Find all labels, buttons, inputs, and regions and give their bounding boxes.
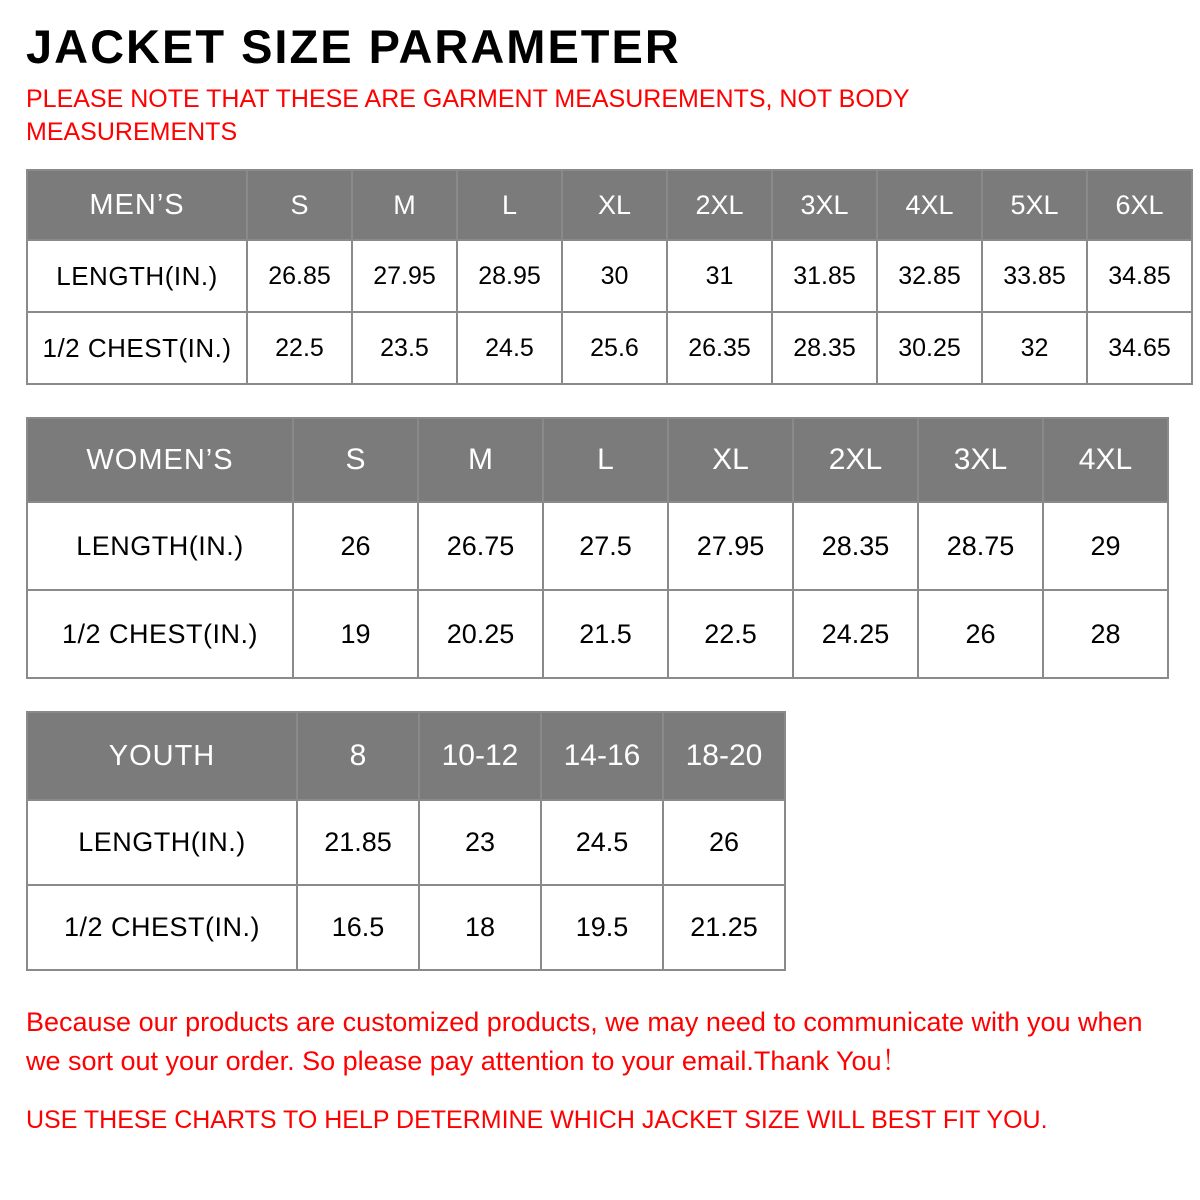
mens-cell: 32.85 xyxy=(877,240,982,312)
mens-cell: 31.85 xyxy=(772,240,877,312)
youth-size-table xyxy=(26,711,786,971)
youth-cell: 21.85 xyxy=(297,800,419,885)
mens-cell: 28.35 xyxy=(772,312,877,384)
mens-cell: 26.85 xyxy=(247,240,352,312)
womens-cell: 27.5 xyxy=(543,502,668,590)
table-row xyxy=(27,885,785,970)
mens-size-header: 5XL xyxy=(982,170,1087,240)
mens-cell: 30 xyxy=(562,240,667,312)
mens-cell: 25.6 xyxy=(562,312,667,384)
womens-cell: 19 xyxy=(293,590,418,678)
table-row xyxy=(27,800,785,885)
youth-size-header: 10-12 xyxy=(419,712,541,800)
womens-size-header: M xyxy=(418,418,543,502)
womens-size-header: L xyxy=(543,418,668,502)
womens-size-header: 2XL xyxy=(793,418,918,502)
footer xyxy=(26,1003,1174,1137)
mens-size-header: 4XL xyxy=(877,170,982,240)
youth-cell: 26 xyxy=(663,800,785,885)
measurement-note: PLEASE NOTE THAT THESE ARE GARMENT MEASUREMENTS, NOT BODY MEASUREMENTS xyxy=(26,85,910,147)
mens-cell: 34.65 xyxy=(1087,312,1192,384)
womens-cell: 26 xyxy=(918,590,1043,678)
table-header-row xyxy=(27,170,1192,240)
youth-cell: 23 xyxy=(419,800,541,885)
mens-cell: 30.25 xyxy=(877,312,982,384)
mens-cell: 32 xyxy=(982,312,1087,384)
mens-cell: 33.85 xyxy=(982,240,1087,312)
mens-cell: 23.5 xyxy=(352,312,457,384)
mens-size-header: 3XL xyxy=(772,170,877,240)
mens-size-header: M xyxy=(352,170,457,240)
womens-cell: 26 xyxy=(293,502,418,590)
womens-cell: 21.5 xyxy=(543,590,668,678)
youth-category-label: YOUTH xyxy=(27,712,297,800)
mens-category-label: MEN’S xyxy=(27,170,247,240)
page-title: JACKET SIZE PARAMETER xyxy=(26,20,681,73)
table-row xyxy=(27,312,1192,384)
womens-cell: 28.35 xyxy=(793,502,918,590)
womens-cell: 28 xyxy=(1043,590,1168,678)
youth-cell: 18 xyxy=(419,885,541,970)
mens-cell: 34.85 xyxy=(1087,240,1192,312)
youth-cell: 19.5 xyxy=(541,885,663,970)
womens-cell: 27.95 xyxy=(668,502,793,590)
youth-size-header: 8 xyxy=(297,712,419,800)
womens-cell: 29 xyxy=(1043,502,1168,590)
mens-row-label: 1/2 CHEST(IN.) xyxy=(27,312,247,384)
table-row xyxy=(27,590,1168,678)
youth-cell: 24.5 xyxy=(541,800,663,885)
mens-cell: 31 xyxy=(667,240,772,312)
mens-cell: 22.5 xyxy=(247,312,352,384)
footer-chart-help-note: USE THESE CHARTS TO HELP DETERMINE WHICH JACKET SIZE WILL BEST FIT YOU. xyxy=(26,1105,1048,1134)
youth-size-header: 14-16 xyxy=(541,712,663,800)
table-row xyxy=(27,502,1168,590)
mens-size-header: L xyxy=(457,170,562,240)
table-header-row xyxy=(27,712,785,800)
mens-cell: 24.5 xyxy=(457,312,562,384)
mens-cell: 28.95 xyxy=(457,240,562,312)
womens-category-label: WOMEN’S xyxy=(27,418,293,502)
womens-size-header: 4XL xyxy=(1043,418,1168,502)
youth-row-label: 1/2 CHEST(IN.) xyxy=(27,885,297,970)
youth-cell: 21.25 xyxy=(663,885,785,970)
womens-cell: 24.25 xyxy=(793,590,918,678)
mens-size-header: 2XL xyxy=(667,170,772,240)
womens-cell: 28.75 xyxy=(918,502,1043,590)
mens-cell: 26.35 xyxy=(667,312,772,384)
table-row xyxy=(27,240,1192,312)
youth-row-label: LENGTH(IN.) xyxy=(27,800,297,885)
mens-size-header: 6XL xyxy=(1087,170,1192,240)
mens-size-header: XL xyxy=(562,170,667,240)
table-header-row xyxy=(27,418,1168,502)
footer-customization-note: Because our products are customized products, we may need to communicate with you when we sort out your order. So please pay attention to your email.Thank You！ xyxy=(26,1007,1143,1077)
mens-size-table xyxy=(26,169,1193,385)
mens-size-header: S xyxy=(247,170,352,240)
womens-size-table xyxy=(26,417,1169,679)
youth-size-header: 18-20 xyxy=(663,712,785,800)
youth-cell: 16.5 xyxy=(297,885,419,970)
womens-cell: 20.25 xyxy=(418,590,543,678)
womens-size-header: S xyxy=(293,418,418,502)
mens-row-label: LENGTH(IN.) xyxy=(27,240,247,312)
mens-cell: 27.95 xyxy=(352,240,457,312)
womens-cell: 22.5 xyxy=(668,590,793,678)
womens-size-header: 3XL xyxy=(918,418,1043,502)
womens-size-header: XL xyxy=(668,418,793,502)
womens-row-label: LENGTH(IN.) xyxy=(27,502,293,590)
womens-cell: 26.75 xyxy=(418,502,543,590)
womens-row-label: 1/2 CHEST(IN.) xyxy=(27,590,293,678)
